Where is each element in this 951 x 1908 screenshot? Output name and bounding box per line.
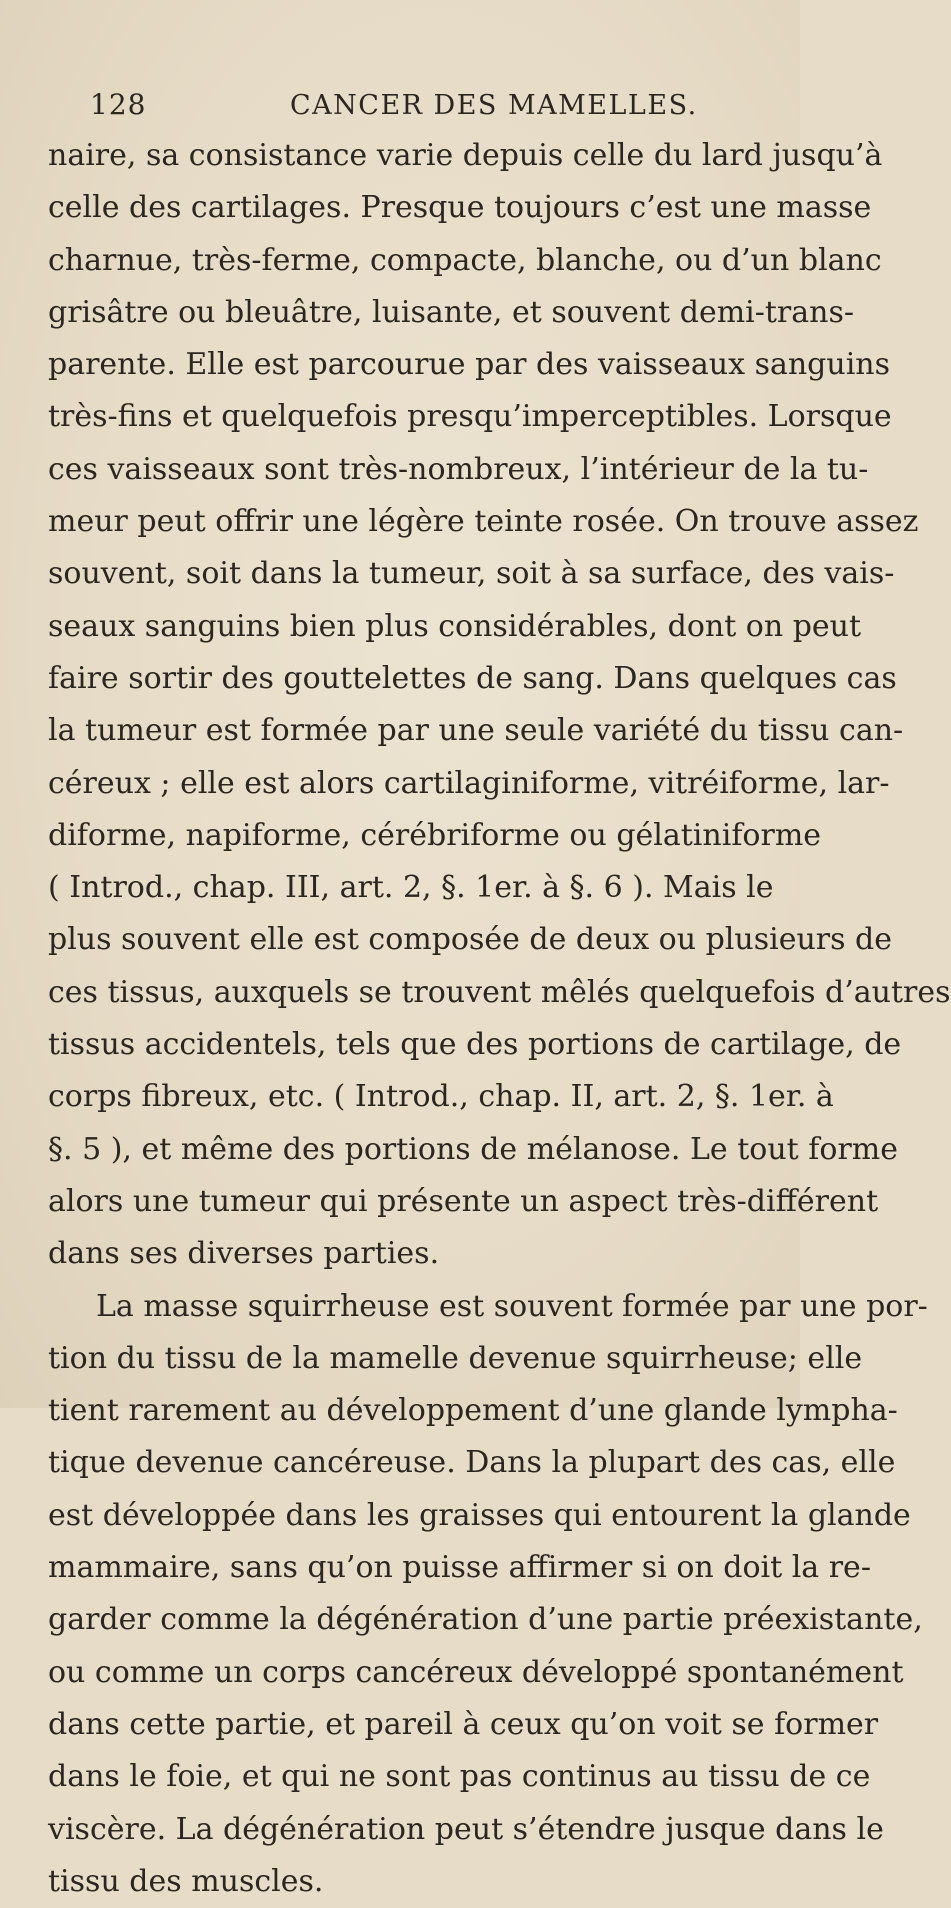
text-line: faire sortir des gouttelettes de sang. Dans quelques cas: [48, 660, 897, 696]
text-line: parente. Elle est parcourue par des vaisseaux sanguins: [48, 347, 891, 383]
text-line: très-fins et quelquefois presqu’imperceptibles. Lorsque: [48, 399, 892, 435]
text-line: grisâtre ou bleuâtre, luisante, et souvent demi-trans-: [48, 294, 855, 330]
text-line: corps fibreux, etc. ( Introd., chap. II, art. 2, §. 1er. à: [48, 1079, 834, 1115]
text-line: naire, sa consistance varie depuis celle du lard jusqu’à: [48, 138, 883, 173]
text-line: charnue, très-ferme, compacte, blanche, ou d’un blanc: [48, 242, 882, 278]
text-line: celle des cartilages. Presque toujours c’est une masse: [48, 190, 872, 226]
text-line: alors une tumeur qui présente un aspect très-différent: [48, 1183, 879, 1219]
text-line: ces vaisseaux sont très-nombreux, l’intérieur de la tu-: [48, 451, 869, 487]
text-line: ou comme un corps cancéreux développé spontanément: [48, 1654, 904, 1690]
text-line: diforme, napiforme, cérébriforme ou gélatiniforme: [48, 817, 822, 853]
text-line: souvent, soit dans la tumeur, soit à sa surface, des vais-: [48, 556, 895, 592]
text-line: est développée dans les graisses qui entourent la glande: [48, 1497, 911, 1533]
text-line: viscère. La dégénération peut s’étendre jusque dans le: [48, 1811, 884, 1847]
page-number: 128: [90, 88, 147, 121]
text-line: meur peut offrir une légère teinte rosée. On trouve assez: [48, 504, 919, 540]
text-line: tique devenue cancéreuse. Dans la plupart des cas, elle: [48, 1445, 896, 1481]
page-header: [90, 88, 710, 128]
text-line: seaux sanguins bien plus considérables, dont on peut: [48, 608, 862, 644]
text-line: ces tissus, auxquels se trouvent mêlés quelquefois d’autres: [48, 974, 951, 1010]
text-line: céreux ; elle est alors cartilaginiforme, vitréiforme, lar-: [48, 765, 890, 801]
paragraph-2: [48, 1281, 928, 1908]
text-line: mammaire, sans qu’on puisse affirmer si on doit la re-: [48, 1550, 871, 1586]
paragraph-1: [48, 130, 951, 1281]
text-line: §. 5 ), et même des portions de mélanose. Le tout forme: [48, 1131, 898, 1167]
text-line: dans ses diverses parties.: [48, 1236, 440, 1272]
text-line: dans cette partie, et pareil à ceux qu’on voit se former: [48, 1706, 879, 1742]
text-line: garder comme la dégénération d’une partie préexistante,: [48, 1602, 923, 1638]
text-line: ( Introd., chap. III, art. 2, §. 1er. à §. 6 ). Mais le: [48, 870, 774, 906]
text-line: La masse squirrheuse est souvent formée par une por-: [96, 1288, 928, 1324]
text-line: plus souvent elle est composée de deux ou plusieurs de: [48, 922, 892, 958]
text-line: la tumeur est formée par une seule variété du tissu can-: [48, 713, 904, 749]
text-line: tion du tissu de la mamelle devenue squirrheuse; elle: [48, 1340, 863, 1376]
running-head: CANCER DES MAMELLES.: [290, 90, 698, 121]
text-line: tient rarement au développement d’une glande lympha-: [48, 1393, 898, 1429]
body-text: [48, 130, 951, 1908]
text-line: tissu des muscles.: [48, 1863, 324, 1899]
text-line: dans le foie, et qui ne sont pas continus au tissu de ce: [48, 1759, 871, 1795]
text-line: tissus accidentels, tels que des portions de cartilage, de: [48, 1027, 902, 1063]
